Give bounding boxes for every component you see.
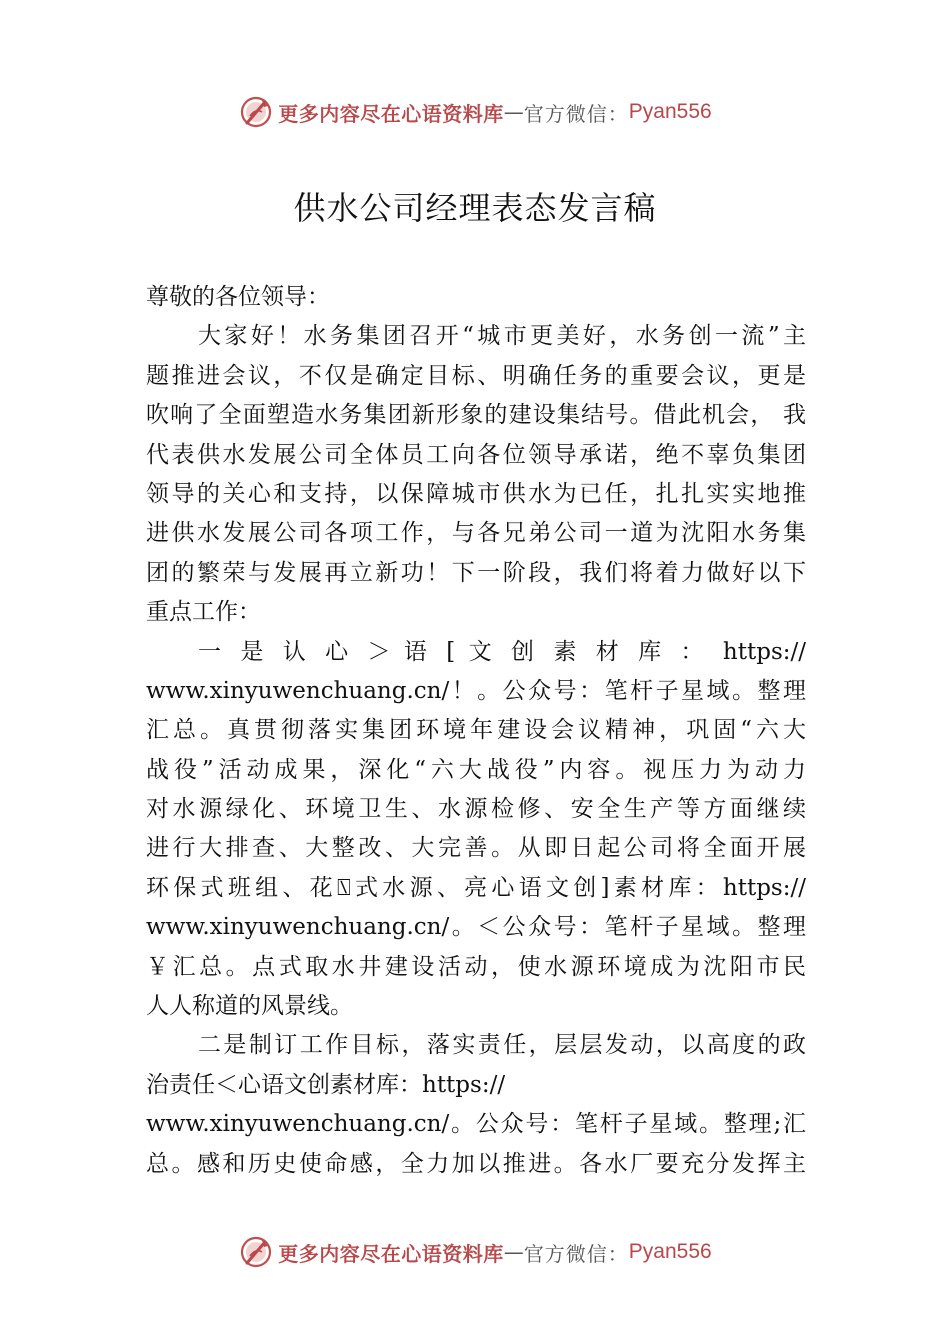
text-line: 代表供水发展公司全体员工向各位领导承诺，绝不辜负集团: [146, 441, 806, 468]
salutation-line: 尊敬的各位领导：: [146, 284, 330, 310]
watermark-wechat-label: 官方微信：: [523, 1241, 629, 1266]
pen-logo-icon: [238, 1234, 274, 1270]
text-line: 人人称道的风景线。: [146, 993, 353, 1020]
watermark-wechat-id: Pyan556: [628, 1240, 712, 1263]
text-line: ￥汇总。点式取水井建设活动，使水源环境成为沈阳市民: [146, 953, 806, 980]
text-line: 二是制订工作目标，落实责任，层层发动，以高度的政: [198, 1032, 806, 1059]
watermark-brand-text: 更多内容尽在心语资料库: [278, 101, 504, 126]
pen-logo-icon: [238, 94, 274, 130]
watermark-separator: —: [503, 100, 524, 124]
document-title: 供水公司经理表态发言稿: [293, 189, 657, 227]
text-line: 进行大排查、大整改、大完善。从即日起公司将全面开展: [146, 835, 806, 862]
text-line: 治责任＜心语文创素材库：https://: [146, 1071, 506, 1098]
text-line: 对水源绿化、环境卫生、水源检修、安全生产等方面继续: [146, 796, 806, 823]
document-body: [146, 278, 806, 1184]
text-line: 环保式班组、花⍂式水源、亮心语文创]素材库：https://: [146, 874, 806, 901]
header-watermark: [0, 92, 950, 132]
text-line: 题推进会议，不仅是确定目标、明确任务的重要会议，更是: [146, 362, 806, 389]
watermark-separator: —: [503, 1240, 524, 1264]
text-line: 总。感和历史使命感，全力加以推进。各水厂要充分发挥主: [146, 1150, 806, 1177]
text-line: 战役”活动成果，深化“六大战役”内容。视压力为动力: [146, 756, 806, 783]
text-line: 吹响了全面塑造水务集团新形象的建设集结号。借此机会， 我: [146, 402, 806, 429]
text-line: www.xinyuwenchuang.cn/。＜公众号：笔杆子星域。整理: [146, 914, 806, 941]
text-line: 进供水发展公司各项工作，与各兄弟公司一道为沈阳水务集: [146, 520, 806, 547]
text-line: 一 是 认 心 ＞ 语 [ 文 创 素 材 库 ： https://: [198, 638, 806, 665]
text-line: 重点工作：: [146, 599, 261, 626]
footer-watermark: [0, 1232, 950, 1272]
text-line: www.xinyuwenchuang.cn/！。公众号：笔杆子星域。整理: [146, 677, 806, 704]
text-line: 团的繁荣与发展再立新功！下一阶段，我们将着力做好以下: [146, 559, 806, 586]
watermark-wechat-label: 官方微信：: [523, 101, 629, 126]
text-line: 领导的关心和支持，以保障城市供水为已任，扎扎实实地推: [146, 480, 806, 507]
watermark-brand-text: 更多内容尽在心语资料库: [278, 1241, 504, 1266]
text-line: 大家好！水务集团召开“城市更美好，水务创一流”主: [198, 323, 806, 350]
watermark-wechat-id: Pyan556: [628, 100, 712, 123]
text-line: 汇总。真贯彻落实集团环境年建设会议精神，巩固“六大: [146, 717, 806, 744]
text-line: www.xinyuwenchuang.cn/。公众号：笔杆子星域。整理;汇: [146, 1111, 806, 1138]
